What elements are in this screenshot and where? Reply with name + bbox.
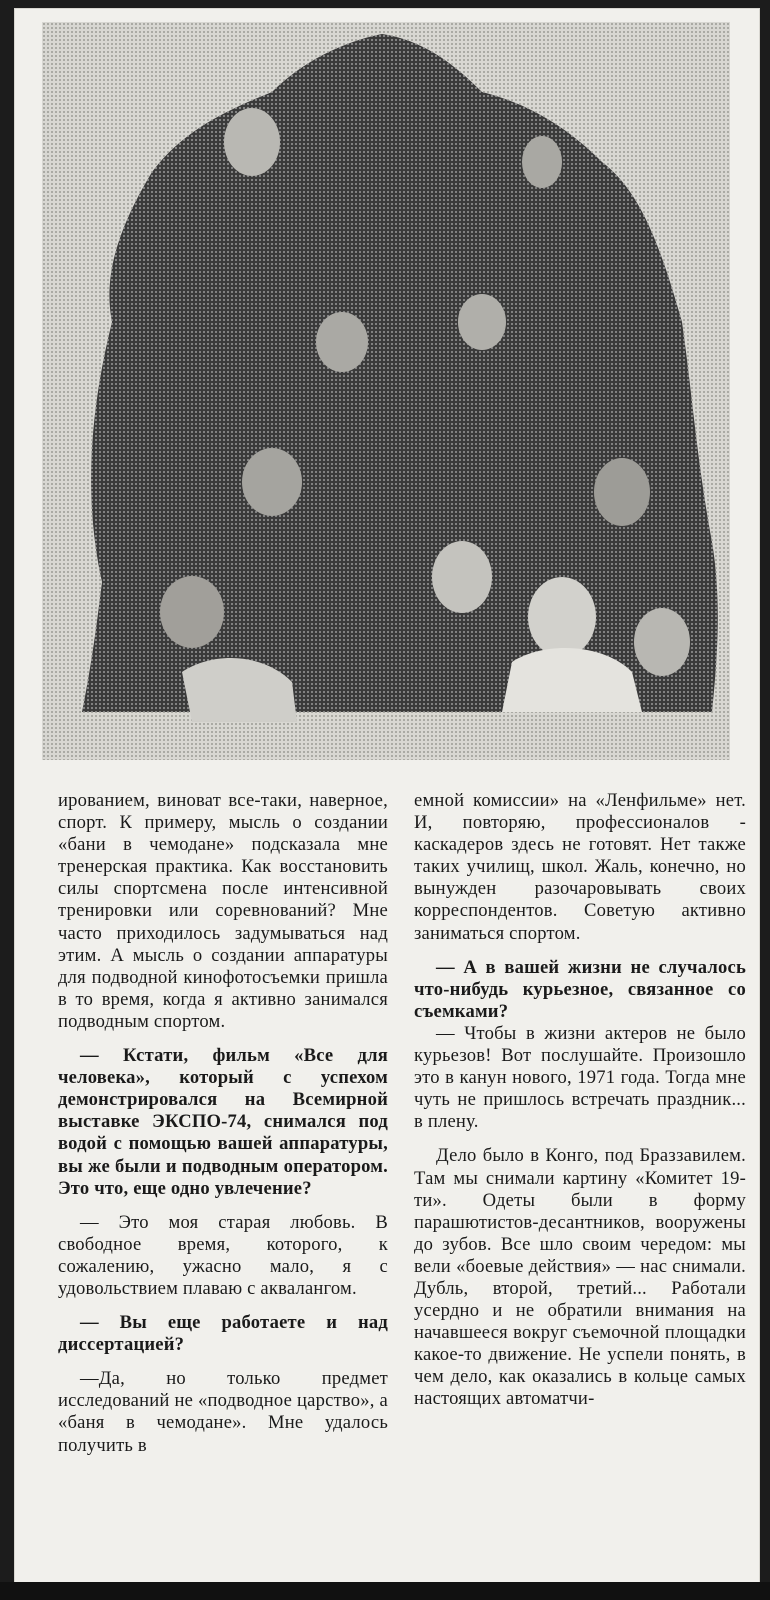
paragraph: ированием, виноват все-таки, наверное, спорт. К примеру, мысль о создании «бани в чемодане» подсказала мне тренерская практика. Как восстановить силы спортсмена после интенсивной тренировки или соревнований? Мне часто приходилось задумываться над этим. А мысль о создании аппаратуры для подводной кинофотосъемки пришла в то время, когда я активно занимался подводным спортом.	[58, 790, 388, 1032]
paragraph: —Да, но только предмет исследований не «подводное царство», а «баня в чемодане». Мне удалось получить в	[58, 1368, 388, 1456]
article-column-left	[58, 790, 388, 1457]
paragraph: емной комиссии» на «Ленфильме» нет. И, повторяю, профессионалов - каскадеров здесь не готовят. Нет также таких училищ, школ. Жаль, конечно, но вынужден разочаровывать своих корреспондентов. Советую активно заниматься спортом.	[414, 790, 746, 944]
paragraph: — Это моя старая любовь. В свободное время, которого, к сожалению, ужасно мало, я с удовольствием плаваю с аквалангом.	[58, 1211, 388, 1299]
photo-collage-graphic	[42, 22, 730, 760]
interview-question: — Вы еще работаете и над диссертацией?	[58, 1312, 388, 1356]
interview-question: — Кстати, фильм «Все для человека», который с успехом демонстрировался на Всемирной выставке ЭКСПО-74, снимался под водой с помощью вашей аппаратуры, вы же были и подводным оператором. Это что, еще одно увлечение?	[58, 1045, 388, 1199]
collage-photo	[42, 22, 730, 760]
article-column-right	[414, 790, 746, 1411]
interview-question: — А в вашей жизни не случалось что-нибудь курьезное, связанное со съемками?	[414, 956, 746, 1022]
paragraph: — Чтобы в жизни актеров не было курьезов! Вот послушайте. Произошло это в канун нового, 1971 года. Тогда мне чуть не пришлось встречать праздник... в плену.	[414, 1022, 746, 1133]
scan-border	[0, 1582, 770, 1600]
newspaper-clipping	[14, 8, 760, 1583]
paragraph: Дело было в Конго, под Браззавилем. Там мы снимали картину «Комитет 19-ти». Одеты были в форму парашютистов-десантников, вооружены до зубов. Все шло своим чередом: мы вели «боевые действия» — нас снимали. Дубль, второй, третий... Работали усердно и не обратили внимания на начавшееся вокруг съемочной площадки какое-то движение. Не успели понять, в чем дело, как оказались в кольце самых настоящих автоматчи-	[414, 1145, 746, 1410]
